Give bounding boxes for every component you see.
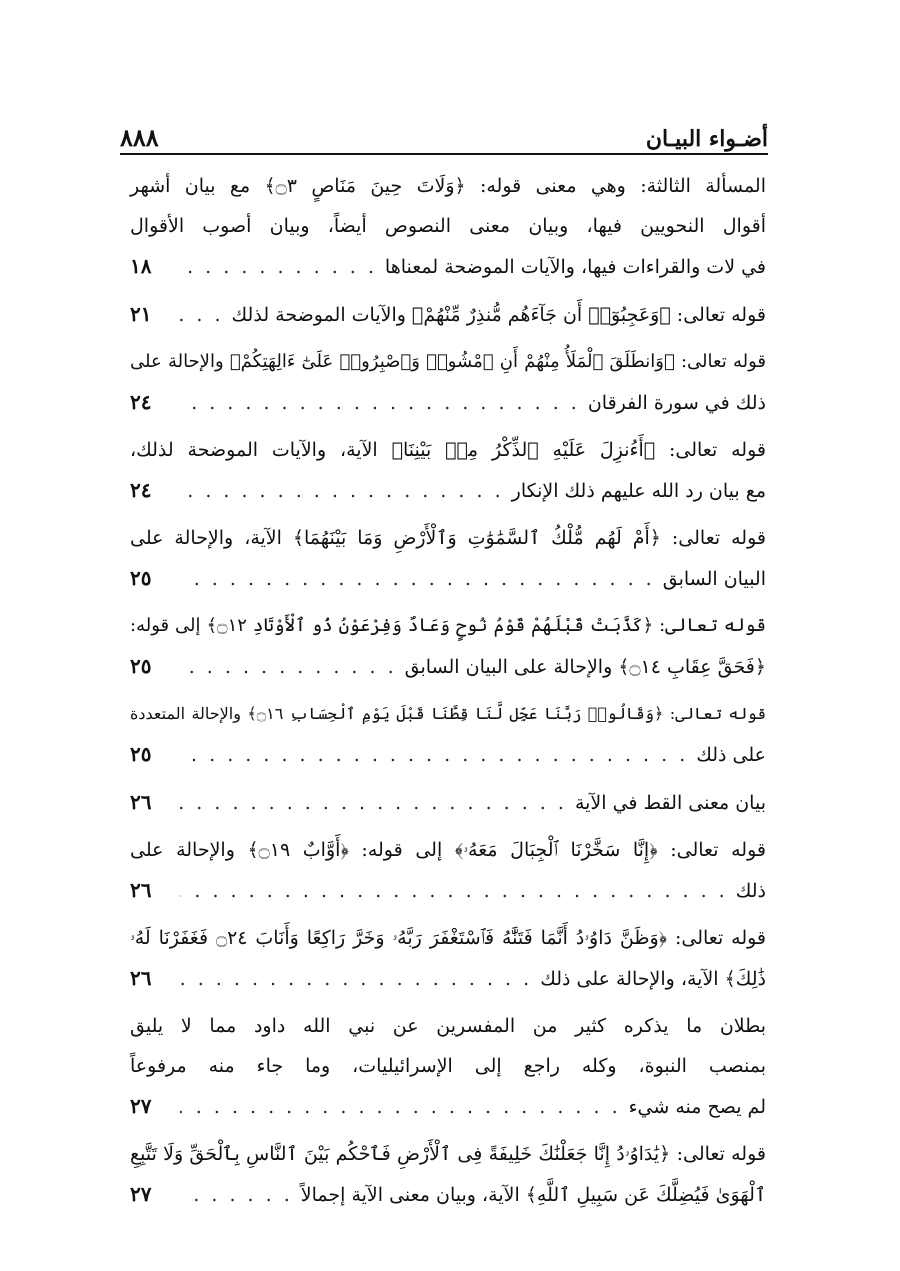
page-ref: ٢١ xyxy=(130,302,152,326)
entry-text: قوله تعالى: ﴿أَءُنزِلَ عَلَيْهِ ٱلذِّكْرُ مِنۢ بَيْنِنَا﴾ الآية، والآيات الموضحة لذلك، xyxy=(130,439,766,461)
page-ref: ٢٤ xyxy=(130,390,152,414)
entry-text: قوله تعالى: ﴿كَذَّبَتْ قَبْلَهُمْ قَوْمُ نُوحٍ وَعَادٌ وَفِرْعَوْنُ ذُو ٱلْأَوْتَادِ ۝١٢﴾ إلى قوله: xyxy=(130,615,766,636)
toc-entry xyxy=(130,782,766,822)
entry-text: بمنصب النبوة، وكله راجع إلى الإسرائيليات، وما جاء منه مرفوعاً xyxy=(130,1055,766,1077)
page-ref: ١٨ xyxy=(130,254,152,278)
entry-text: لم يصح منه شيء xyxy=(628,1096,766,1118)
dot-leader xyxy=(180,247,377,287)
page-ref: ٢٦ xyxy=(130,790,152,814)
page-ref: ٢٦ xyxy=(130,966,152,990)
toc-entry xyxy=(130,430,766,510)
running-title: أضـواء البيـان xyxy=(645,126,768,152)
entry-text: البيان السابق xyxy=(662,568,766,590)
header-rule xyxy=(120,153,768,155)
toc-entry xyxy=(130,342,766,422)
page-ref: ٢٧ xyxy=(130,1094,152,1118)
toc-entry xyxy=(130,166,766,286)
dot-leader xyxy=(180,559,655,599)
page-ref: ٢٥ xyxy=(130,742,152,766)
toc-entry xyxy=(130,918,766,998)
toc-entry xyxy=(130,294,766,334)
page-header xyxy=(120,112,768,152)
toc-entry xyxy=(130,694,766,774)
dot-leader xyxy=(180,295,224,335)
entry-text: قوله تعالى: ﴿يَٰدَاوُۥدُ إِنَّا جَعَلْنَٰكَ خَلِيفَةً فِى ٱلْأَرْضِ فَٱحْكُم بَيْنَ ٱلنَّاسِ بِٱلْحَقِّ وَلَا تَتَّبِعِ xyxy=(130,1143,766,1165)
entry-text: ٱلْهَوَىٰ فَيُضِلَّكَ عَن سَبِيلِ ٱللَّهِ﴾ الآية، وبيان معنى الآية إجمالاً xyxy=(300,1184,766,1206)
dot-leader xyxy=(180,647,397,687)
page-ref: ٢٥ xyxy=(130,654,152,678)
dot-leader xyxy=(180,383,580,423)
entry-text: بيان معنى القط في الآية xyxy=(574,792,766,814)
dot-leader xyxy=(180,735,688,775)
toc-entry xyxy=(130,518,766,598)
dot-leader xyxy=(180,1087,621,1127)
page-ref: ٢٧ xyxy=(130,1182,152,1206)
table-of-contents xyxy=(130,166,766,1222)
entry-text: ﴿فَحَقَّ عِقَابِ ۝١٤﴾ والإحالة على البيان السابق xyxy=(404,656,766,678)
entry-text: قوله تعالى: ﴿وَانطَلَقَ ٱلْمَلَأُ مِنْهُمْ أَنِ ٱمْشُوا۟ وَٱصْبِرُوا۟ عَلَىٰٓ ءَالِهَتِكُمْ﴾ والإحالة على xyxy=(130,351,766,372)
toc-entry xyxy=(130,830,766,910)
entry-text: في لات والقراءات فيها، والآيات الموضحة لمعناها xyxy=(384,256,766,278)
entry-text: على ذلك xyxy=(696,744,766,766)
entry-text: أقوال النحويين فيها، وبيان معنى النصوص أيضاً، وبيان أصوب الأقوال xyxy=(130,215,766,237)
entry-text: قوله تعالى: ﴿وَقَالُوا۟ رَبَّنَا عَجِّل لَّنَا قِطَّنَا قَبْلَ يَوْمِ ٱلْحِسَابِ ۝١٦﴾ والإحالة المتعددة xyxy=(130,704,766,723)
entry-text: ذَٰلِكَ﴾ الآية، والإحالة على ذلك xyxy=(540,968,766,990)
toc-entry xyxy=(130,1134,766,1214)
dot-leader xyxy=(180,783,567,823)
entry-text: ذلك xyxy=(735,880,766,902)
entry-text: المسألة الثالثة: وهي معنى قوله: ﴿وَلَاتَ حِينَ مَنَاصٍ ۝٣﴾ مع بيان أشهر xyxy=(130,175,766,197)
dot-leader xyxy=(180,1175,293,1215)
dot-leader xyxy=(180,471,504,511)
entry-text: مع بيان رد الله عليهم ذلك الإنكار xyxy=(511,480,766,502)
entry-text: قوله تعالى: ﴿أَمْ لَهُم مُّلْكُ ٱلسَّمَٰوَٰتِ وَٱلْأَرْضِ وَمَا بَيْنَهُمَا﴾ الآية، والإحالة على xyxy=(130,527,766,549)
page-number: ٨٨٨ xyxy=(120,123,159,152)
entry-text: ذلك في سورة الفرقان xyxy=(587,392,766,414)
entry-text: قوله تعالى: ﴿وَظَنَّ دَاوُۥدُ أَنَّمَا فَتَنَّٰهُ فَٱسْتَغْفَرَ رَبَّهُۥ وَخَرَّ رَاكِعًا وَأَنَابَ ۝٢٤ فَغَفَرْنَا لَهُۥ xyxy=(130,927,767,949)
entry-text: قوله تعالى: ﴿إِنَّا سَخَّرْنَا ٱلْجِبَالَ مَعَهُۥ﴾ إلى قوله: ﴿أَوَّابٌ ۝١٩﴾ والإحالة على xyxy=(130,839,766,861)
page-ref: ٢٥ xyxy=(130,566,152,590)
toc-entry xyxy=(130,1006,766,1126)
page-ref: ٢٤ xyxy=(130,478,152,502)
dot-leader xyxy=(180,871,728,911)
page-ref: ٢٦ xyxy=(130,878,152,902)
entry-text: بطلان ما يذكره كثير من المفسرين عن نبي الله داود مما لا يليق xyxy=(130,1015,766,1037)
dot-leader xyxy=(180,959,532,999)
toc-entry xyxy=(130,606,766,686)
entry-text: قوله تعالى: ﴿وَعَجِبُوٓا۟ أَن جَآءَهُم مُّنذِرٌ مِّنْهُمْ﴾ والآيات الموضحة لذلك xyxy=(231,304,766,326)
